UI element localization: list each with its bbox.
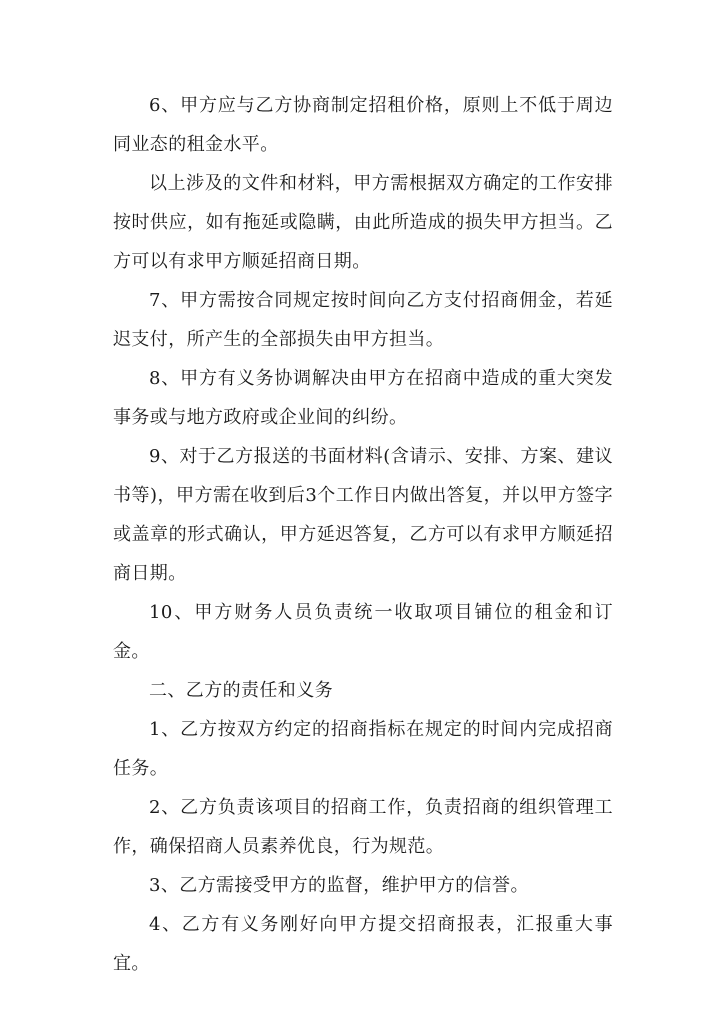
paragraph-b-clause-1: 1、乙方按双方约定的招商指标在规定的时间内完成招商任务。 xyxy=(113,719,613,779)
paragraph-clause-6: 6、甲方应与乙方协商制定招租价格，原则上不低于周边同业态的租金水平。 xyxy=(113,95,613,155)
paragraph-materials-supply: 以上涉及的文件和材料，甲方需根据双方确定的工作安排按时供应，如有拖延或隐瞒，由此所造成的损失甲方担当。乙方可以有求甲方顺延招商日期。 xyxy=(113,173,613,272)
paragraph-clause-9: 9、对于乙方报送的书面材料(含请示、安排、方案、建议书等)，甲方需在收到后3个工作日内做出答复，并以甲方签字或盖章的形式确认，甲方延迟答复，乙方可以有求甲方顺延招商日期。 xyxy=(113,446,613,584)
paragraph-clause-8: 8、甲方有义务协调解决由甲方在招商中造成的重大突发事务或与地方政府或企业间的纠纷。 xyxy=(113,368,613,428)
paragraph-b-clause-4: 4、乙方有义务刚好向甲方提交招商报表，汇报重大事宜。 xyxy=(113,914,613,974)
section-heading-party-b: 二、乙方的责任和义务 xyxy=(149,680,333,701)
paragraph-clause-7: 7、甲方需按合同规定按时间向乙方支付招商佣金，若延迟支付，所产生的全部损失由甲方担当。 xyxy=(113,290,613,350)
paragraph-b-clause-3: 3、乙方需接受甲方的监督，维护甲方的信誉。 xyxy=(149,875,529,896)
paragraph-clause-10: 10、甲方财务人员负责统一收取项目铺位的租金和订金。 xyxy=(113,602,613,662)
document-body xyxy=(113,86,613,983)
paragraph-b-clause-2: 2、乙方负责该项目的招商工作，负责招商的组织管理工作，确保招商人员素养优良，行为规范。 xyxy=(113,797,613,857)
